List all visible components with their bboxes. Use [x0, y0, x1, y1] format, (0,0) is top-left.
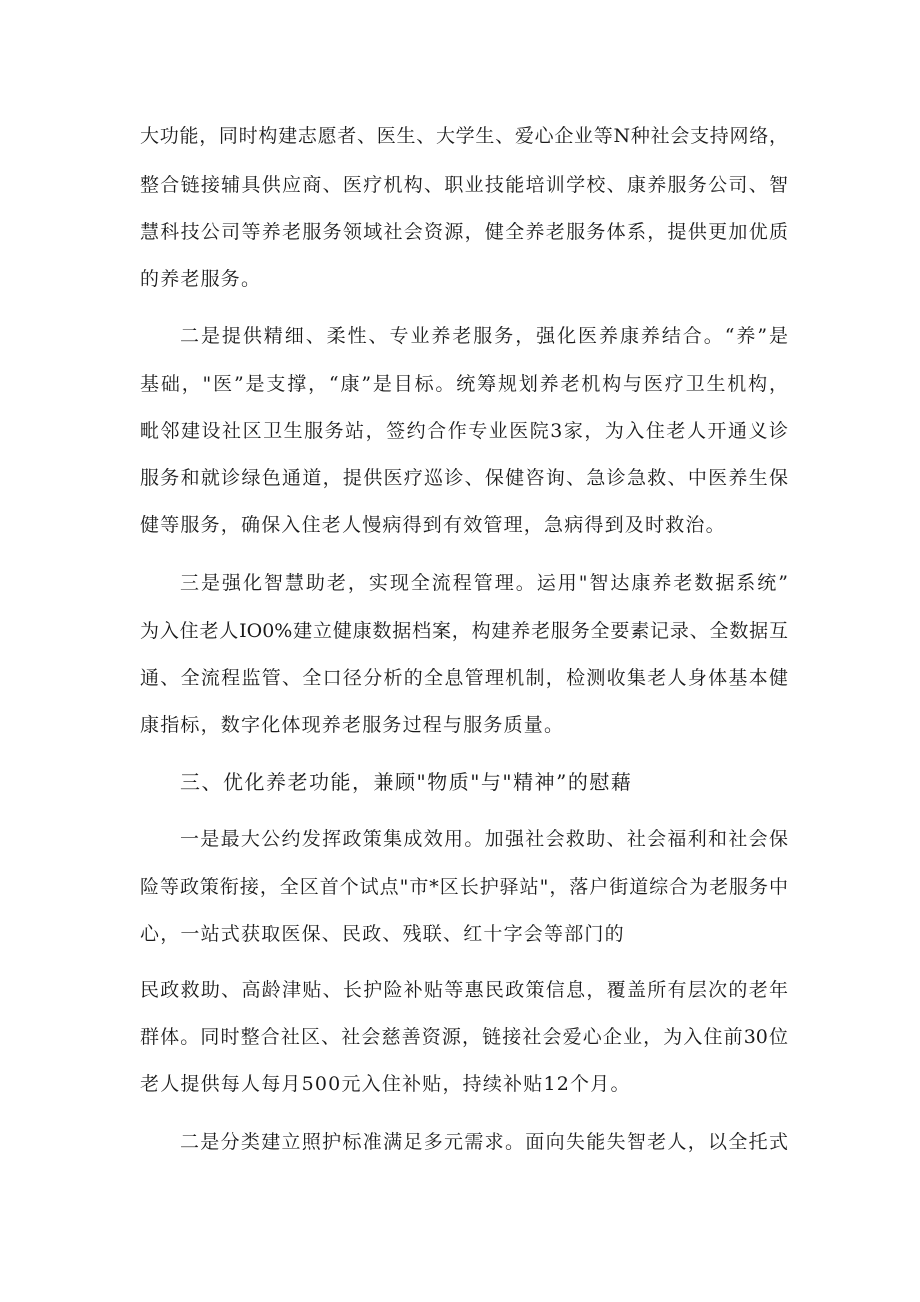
paragraph-2-line-1: 二是提供精细、柔性、专业养老服务，强化医养康养结合。“养”是 [180, 325, 788, 347]
paragraph-3-line-3: 通、全流程监管、全口径分析的全息管理机制，检测收集老人身体基本健 [140, 667, 788, 689]
paragraph-2-line-3: 毗邻建设社区卫生服务站，签约合作专业医院3家，为入住老人开通义诊 [140, 420, 788, 442]
paragraph-4-line-2: 险等政策衔接，全区首个试点"市*区长护驿站"，落户街道综合为老服务中 [140, 876, 788, 898]
paragraph-1-line-1: 大功能，同时构建志愿者、医生、大学生、爱心企业等N种社会支持网络， [140, 125, 788, 147]
paragraph-3-line-1: 三是强化智慧助老，实现全流程管理。运用"智达康养老数据系统” [180, 572, 788, 594]
paragraph-2-line-5: 健等服务，确保入住老人慢病得到有效管理，急病得到及时救治。 [140, 514, 726, 536]
paragraph-5-line-3: 老人提供每人每月500元入住补贴，持续补贴12个月。 [140, 1073, 631, 1095]
paragraph-3-line-4: 康指标，数字化体现养老服务过程与服务质量。 [140, 714, 565, 736]
paragraph-5-line-2: 群体。同时整合社区、社会慈善资源，链接社会爱心企业，为入住前30位 [140, 1026, 788, 1048]
section-heading: 三、优化养老功能，兼顾"物质"与"精神”的慰藉 [180, 770, 633, 794]
paragraph-1-line-3: 慧科技公司等养老服务领域社会资源，健全养老服务体系，提供更加优质 [140, 221, 788, 243]
paragraph-2-line-4: 服务和就诊绿色通道，提供医疗巡诊、保健咨询、急诊急救、中医养生保 [140, 467, 788, 489]
paragraph-4-line-1: 一是最大公约发挥政策集成效用。加强社会救助、社会福利和社会保 [180, 828, 788, 850]
paragraph-2-line-2: 基础，"医”是支撑，“康”是目标。统筹规划养老机构与医疗卫生机构， [140, 373, 788, 395]
paragraph-1-line-2: 整合链接辅具供应商、医疗机构、职业技能培训学校、康养服务公司、智 [140, 174, 788, 196]
paragraph-3-line-2: 为入住老人IO0%建立健康数据档案，构建养老服务全要素记录、全数据互 [140, 620, 788, 642]
paragraph-1-line-4: 的养老服务。 [140, 268, 262, 290]
paragraph-4-line-3: 心，一站式获取医保、民政、残联、红十字会等部门的 [140, 923, 625, 945]
paragraph-5-line-1: 民政救助、高龄津贴、长护险补贴等惠民政策信息，覆盖所有层次的老年 [140, 979, 788, 1001]
paragraph-6-line-1: 二是分类建立照护标准满足多元需求。面向失能失智老人，以全托式 [180, 1131, 788, 1153]
